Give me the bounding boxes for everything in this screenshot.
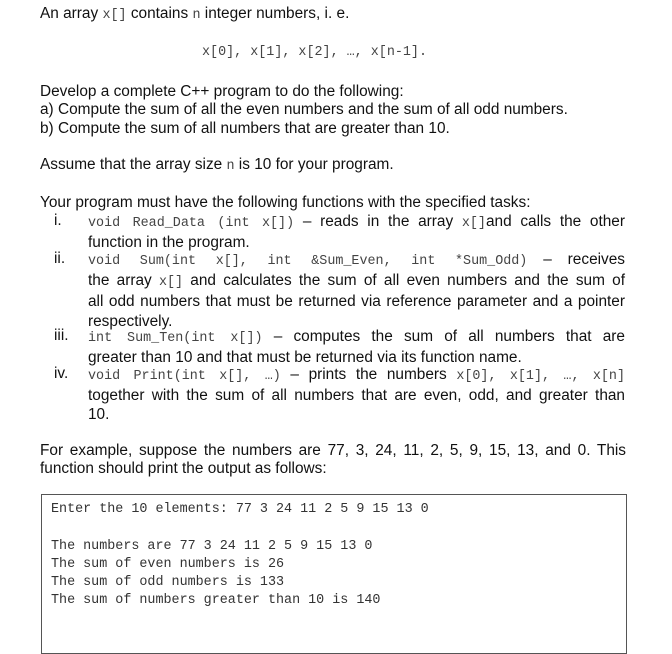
output-line: The numbers are 77 3 24 11 2 5 9 15 13 0 <box>51 539 373 554</box>
item-text: – computes the sum of all numbers that are <box>262 328 625 345</box>
item-number: iii. <box>54 327 69 344</box>
intro-text: An array <box>40 5 103 22</box>
function-signature: void Print(int x[], …) <box>88 369 281 384</box>
array-code: x[] <box>461 216 486 231</box>
item-line <box>88 271 625 292</box>
output-line: The sum of even numbers is 26 <box>51 557 285 572</box>
task-line-2: a) Compute the sum of all the even numbers and the sum of all odd numbers. <box>40 101 568 118</box>
size-code: n <box>192 8 201 23</box>
intro-text: contains <box>126 5 193 22</box>
item-line <box>88 327 625 348</box>
assume-text: Assume that the array size <box>40 156 227 173</box>
item-line <box>88 365 625 386</box>
functions-intro: Your program must have the following functions with the specified tasks: <box>40 194 531 211</box>
output-line: The sum of numbers greater than 10 is 140 <box>51 593 381 608</box>
output-line: Enter the 10 elements: 77 3 24 11 2 5 9 15 13 0 <box>51 502 429 517</box>
item-text: – receives <box>527 251 625 268</box>
item-number: i. <box>54 212 62 229</box>
item-text: – reads in the array <box>294 213 462 230</box>
item-line <box>88 250 625 271</box>
intro-line <box>40 4 349 25</box>
item-line: greater than 10 and that must be returned via its function name. <box>88 349 522 367</box>
assume-text: is 10 for your program. <box>234 156 394 173</box>
example-line-1: For example, suppose the numbers are 77, 3, 24, 11, 2, 5, 9, 15, 13, and 0. This <box>40 442 626 459</box>
array-code: x[] <box>158 275 184 291</box>
output-box <box>41 494 627 654</box>
function-signature: void Read_Data (int x[]) <box>88 216 295 231</box>
item-line: together with the sum of all numbers that are even, odd, and greater than <box>88 387 625 405</box>
task-line-3: b) Compute the sum of all numbers that are greater than 10. <box>40 120 450 137</box>
item-text: and calculates the sum of all even numbers and the sum of <box>183 272 626 290</box>
array-elements-code: x[0], x[1], …, x[n] <box>456 369 625 384</box>
intro-text: integer numbers, i. e. <box>200 5 350 22</box>
item-text: the array <box>88 272 159 290</box>
item-line: function in the program. <box>88 234 250 252</box>
array-sequence: x[0], x[1], x[2], …, x[n-1]. <box>202 45 427 60</box>
size-code: n <box>226 159 235 174</box>
assume-line <box>40 155 394 176</box>
task-line-1: Develop a complete C++ program to do the following: <box>40 83 404 100</box>
item-text: and calls the other <box>485 213 625 230</box>
item-number: ii. <box>54 250 66 267</box>
output-line: The sum of odd numbers is 133 <box>51 575 285 590</box>
function-signature: int Sum_Ten(int x[]) <box>88 331 263 346</box>
item-line: 10. <box>88 406 110 424</box>
function-signature: void Sum(int x[], int &Sum_Even, int *Sum_Odd) <box>88 254 528 269</box>
item-line <box>88 212 625 233</box>
item-number: iv. <box>54 365 69 382</box>
array-code: x[] <box>102 8 127 23</box>
example-line-2: function should print the output as follows: <box>40 460 327 477</box>
item-text: – prints the numbers <box>280 366 457 383</box>
item-line: respectively. <box>88 312 173 330</box>
item-line: all odd numbers that must be returned via reference parameter and a pointer <box>88 293 625 311</box>
